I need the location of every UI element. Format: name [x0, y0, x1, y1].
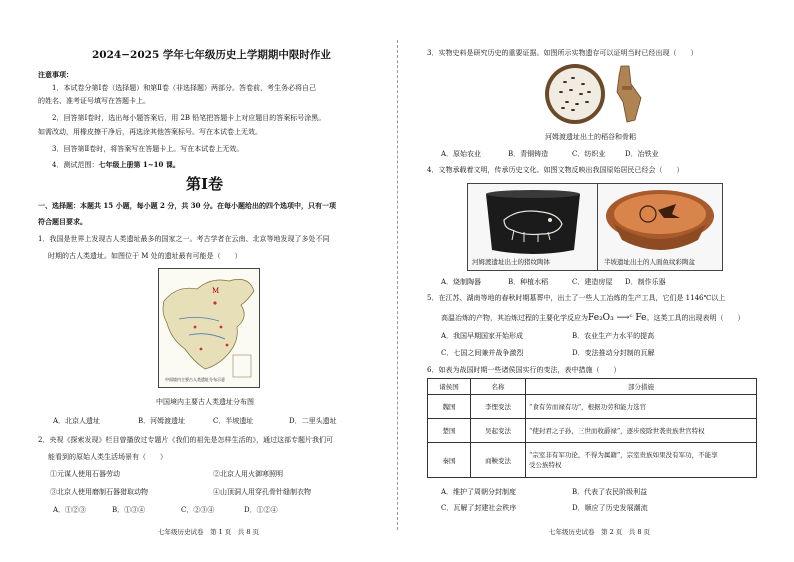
q2-item-2: ②北京人用火御寒照明 — [213, 470, 283, 478]
pig-pattern-bowl-image — [467, 183, 599, 271]
q2-text-2: 能看到的原始人类生活场景有（ ） — [48, 453, 167, 461]
q3-caption: 河姆渡遗址出土的稻谷和骨耜 — [545, 133, 636, 141]
q3-option-c[interactable]: C．纺织业 — [572, 150, 606, 158]
q5-option-a[interactable]: A．我国早期国家开始形成 — [441, 332, 524, 340]
q2-option-a[interactable]: A．①②③ — [53, 506, 87, 514]
q1-option-d[interactable]: D．二里头遗址 — [289, 417, 337, 425]
note-line-3: 2．回答第Ⅰ卷时，选出每小题答案后，用 2B 铅笔把答题卡上对应题目的答案标号涂黑。 — [52, 114, 326, 122]
table-cell-measures: “食有劳而禄有功”，根据功劳和能力选官 — [526, 395, 757, 419]
note-line-5: 3．回答第Ⅱ卷时，将答案写在答题卡上。写在本试卷上无效。 — [52, 145, 244, 153]
table-row — [428, 443, 757, 478]
table-header-state: 诸侯国 — [428, 379, 471, 395]
q2-item-4: ④山顶洞人用穿孔骨针缝制衣物 — [213, 488, 311, 496]
q4-option-b[interactable]: B．种植水稻 — [508, 278, 549, 286]
q4-option-a[interactable]: A．烧制陶器 — [441, 278, 482, 286]
table-header-row — [428, 379, 757, 395]
q5-option-b[interactable]: B．农业生产力水平的提高 — [572, 332, 655, 340]
q4-option-d[interactable]: D．制作乐器 — [625, 278, 666, 286]
table-cell-measures-line-1: “宗室非有军功论，不得为属籍”，宗室贵族如果没有军功，不能享 — [529, 451, 718, 459]
section-intro: 一、选择题：本题共 15 小题，每小题 2 分，共 30 分。在每小题给出的四个选项中，只有一项 — [38, 201, 336, 210]
footer-left: 七年级历史试卷 第 1 页 共 8 页 — [158, 528, 260, 536]
q5-option-d[interactable]: D．变法推动分封制的瓦解 — [572, 349, 655, 357]
q1-text-2: 时期的古人类遗址。如图位于 M 处的遗址最有可能是（ ） — [48, 252, 242, 260]
reform-table — [427, 378, 757, 478]
q1-text-1: 1．我国是世界上发现古人类遗址最多的国家之一。考古学者在云南、北京等地发现了多处不同 — [38, 235, 330, 243]
q3-option-a[interactable]: A．原始农业 — [441, 150, 482, 158]
q6-text: 6．如表为战国时期一些诸侯国实行的变法，表中措施（ ） — [427, 366, 621, 374]
section-label: 第Ⅰ卷 — [186, 175, 224, 193]
table-cell-measures-line-2: 受公族特权 — [529, 461, 562, 469]
table-header-measures: 部分措施 — [526, 379, 757, 395]
note-line-6 — [52, 160, 180, 170]
map-inner-caption: 中国境内主要古人类遗址分布示意 — [165, 377, 225, 382]
china-map-image — [158, 268, 260, 388]
q5-text-2a: 高温冶炼的产物，其冶炼过程的主要化学反应为 — [441, 314, 588, 322]
q4-option-c[interactable]: C．建造房屋 — [572, 278, 613, 286]
note-line-1: 1．本试卷分第Ⅰ卷（选择题）和第Ⅱ卷（非选择题）两部分。答卷前，考生务必将自己 — [52, 84, 316, 92]
section-intro-2: 符合题目要求。 — [38, 217, 87, 226]
table-cell-measures: “使封君之子孙，三世而收爵禄”，逐步废除世袭贵族世官特权 — [526, 419, 757, 443]
q3-option-b[interactable]: B．青铜铸造 — [508, 150, 549, 158]
rice-bone-graphic — [543, 62, 647, 126]
note-range-label: 4．测试范围： — [52, 161, 99, 169]
q5-option-c[interactable]: C．七国之间兼并战争激烈 — [441, 349, 524, 357]
q4-caption-right: 半坡遗址出土的人面鱼纹彩陶盆 — [604, 258, 695, 266]
notes-heading: 注意事项： — [38, 70, 73, 79]
q5-formula: Fe₂O₃ ⟶ᶜ Fe — [588, 313, 647, 323]
q6-option-d[interactable]: D．顺应了历史发展潮流 — [572, 504, 648, 512]
table-cell-name: 李悝变法 — [471, 395, 526, 419]
q1-option-a[interactable]: A．北京人遗址 — [53, 417, 101, 425]
paper-title: 2024−2025 学年七年级历史上学期期中限时作业 — [92, 49, 331, 61]
q4-caption-left: 河姆渡遗址出土的猪纹陶钵 — [472, 258, 550, 266]
table-cell-state: 魏国 — [428, 395, 471, 419]
q6-option-a[interactable]: A．维护了周朝分封制度 — [441, 488, 517, 496]
q2-option-c[interactable]: C．②③④ — [181, 506, 215, 514]
note-line-2: 的姓名、准考证号填写在答题卡上。 — [38, 97, 150, 105]
q2-option-b[interactable]: B．①③④ — [112, 506, 146, 514]
table-header-name: 名称 — [471, 379, 526, 395]
q2-option-d[interactable]: D．①②④ — [244, 506, 278, 514]
footer-right: 七年级历史试卷 第 2 页 共 8 页 — [549, 528, 651, 536]
table-cell-state: 秦国 — [428, 443, 471, 478]
page-right — [397, 0, 794, 562]
q3-text: 3．实物史料是研究历史的重要证据。如图所示实物遗存可以证明当时已经出现（ ） — [427, 49, 698, 57]
q5-text-1: 5．在江苏、湖南等地的春秋时期墓葬中，出土了一些人工冶炼的生产工具，它们是 1146℃以上 — [427, 294, 726, 302]
table-row — [428, 419, 757, 443]
note-line-4: 如需改动，用橡皮擦干净后，再选涂其他答案标号。写在本试卷上无效。 — [38, 128, 262, 136]
q5-text-2 — [441, 314, 745, 323]
q1-option-b[interactable]: B．河姆渡遗址 — [138, 417, 186, 425]
rice-bone-tool-image — [543, 62, 647, 126]
q2-item-1: ①元谋人使用石器劳动 — [50, 470, 120, 478]
q3-option-d[interactable]: D．冶铁业 — [625, 150, 659, 158]
q6-option-b[interactable]: B．代表了农民阶级利益 — [572, 488, 648, 496]
note-range-value: 七年级上册第 1~10 课。 — [98, 160, 180, 169]
q1-map-caption: 中国境内主要古人类遗址分布图 — [156, 398, 254, 406]
q4-text: 4．文物承载着文明，传承历史文化。如图文物反映出我国原始居民已经会（ ） — [427, 166, 684, 174]
q6-option-c[interactable]: C．瓦解了封建社会秩序 — [441, 504, 517, 512]
table-cell-state: 楚国 — [428, 419, 471, 443]
q2-item-3: ③北京人使用磨制石器猎取动物 — [50, 488, 148, 496]
table-cell-measures — [526, 443, 757, 478]
table-row — [428, 395, 757, 419]
q1-option-c[interactable]: C．半坡遗址 — [213, 417, 254, 425]
map-label-m: M — [212, 287, 220, 295]
table-cell-name: 吴起变法 — [471, 419, 526, 443]
table-cell-name: 商鞅变法 — [471, 443, 526, 478]
q5-text-2b: 。这类工具的出现表明（ ） — [646, 314, 745, 322]
map-graphic — [159, 269, 259, 387]
q2-text-1: 2．央视《探索发现》栏目曾播放过专题片《我们的祖先是怎样生活的》，通过这部专题片我们可 — [38, 436, 333, 444]
human-fish-basin-image — [597, 183, 723, 271]
